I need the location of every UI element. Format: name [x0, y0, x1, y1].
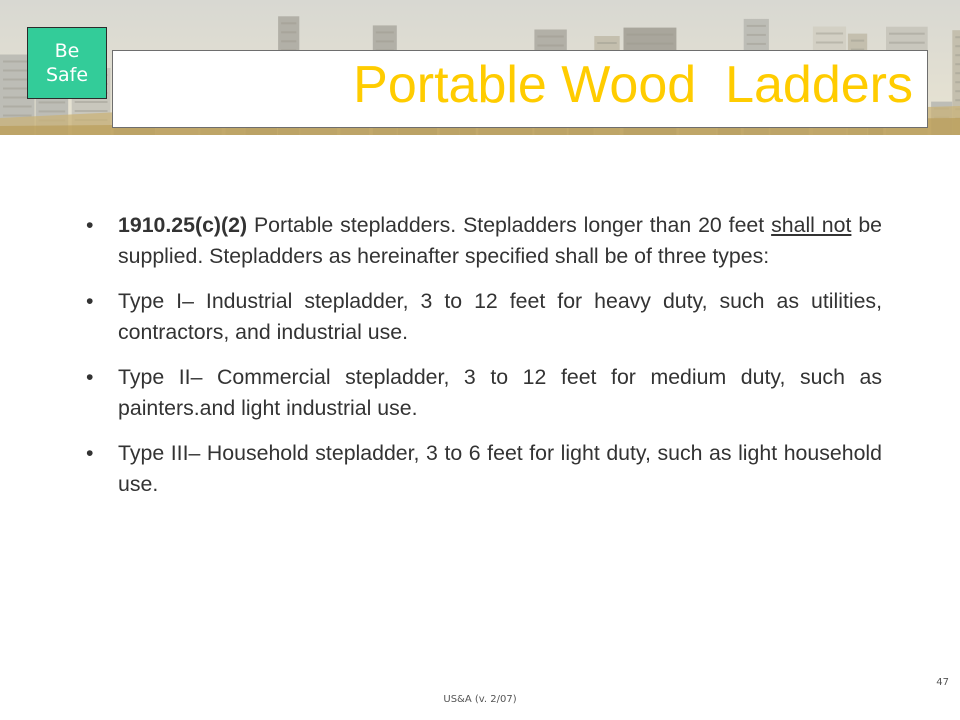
- building-window-row: [955, 54, 960, 56]
- bullet-marker: •: [86, 441, 94, 465]
- regulation-number: 1910.25(c)(2): [118, 213, 248, 237]
- building-window-row: [75, 101, 108, 103]
- building-window-row: [537, 45, 563, 47]
- bullet-text: Type II– Commercial stepladder, 3 to 12 feet for medium duty, such as painters.and light industrial use.: [118, 365, 882, 420]
- building-window-row: [955, 81, 960, 83]
- building-window-row: [537, 36, 563, 38]
- building-window-row: [627, 43, 674, 45]
- underlined-text: shall not: [771, 213, 852, 237]
- building-window-row: [955, 99, 960, 101]
- building-window-row: [376, 31, 394, 33]
- bullet-item: [86, 210, 882, 272]
- building-window-row: [747, 25, 766, 27]
- badge-line-2: Safe: [45, 64, 89, 86]
- bullet-item: [86, 286, 882, 348]
- building-window-row: [597, 42, 616, 44]
- building-window-row: [3, 115, 32, 117]
- building-window-row: [851, 40, 864, 42]
- building-window-row: [889, 33, 925, 35]
- building-window-row: [747, 43, 766, 45]
- building-window-row: [281, 40, 296, 42]
- building-window-row: [955, 63, 960, 65]
- building-window-row: [627, 34, 674, 36]
- bullet-text: be supplied. Stepladders as hereinafter specified shall be of three types:: [118, 213, 883, 268]
- bullet-marker: •: [86, 365, 94, 389]
- building-window-row: [816, 42, 843, 44]
- badge-line-1: Be: [54, 40, 80, 62]
- footer-text: US&A (v. 2/07): [443, 694, 517, 705]
- title-box: [112, 50, 928, 128]
- bullet-text: Type III– Household stepladder, 3 to 6 feet for light duty, such as light household use.: [118, 441, 882, 496]
- building-window-row: [3, 106, 32, 108]
- building-window-row: [75, 110, 108, 112]
- bullet-item: [86, 362, 882, 424]
- be-safe-badge: [27, 27, 107, 99]
- building-window-row: [816, 33, 843, 35]
- page-number: 47: [936, 677, 949, 688]
- bullet-text: Portable stepladders. Stepladders longer than 20 feet: [247, 213, 772, 237]
- building-window-row: [747, 34, 766, 36]
- building-window-row: [889, 42, 925, 44]
- bullet-marker: •: [86, 213, 94, 237]
- bullet-list: [86, 210, 882, 514]
- bullet-text: Type I– Industrial stepladder, 3 to 12 feet for heavy duty, such as utilities, contractors, and industrial use.: [118, 289, 882, 344]
- building-window-row: [955, 72, 960, 74]
- building-window-row: [281, 31, 296, 33]
- building-window-row: [281, 22, 296, 24]
- building-window-row: [955, 90, 960, 92]
- building-window-row: [39, 101, 66, 103]
- building-window-row: [376, 40, 394, 42]
- building-window-row: [955, 45, 960, 47]
- building-window-row: [39, 110, 66, 112]
- page-title: Portable Wood Ladders: [353, 56, 913, 114]
- bullet-marker: •: [86, 289, 94, 313]
- building-window-row: [955, 36, 960, 38]
- bullet-item: [86, 438, 882, 500]
